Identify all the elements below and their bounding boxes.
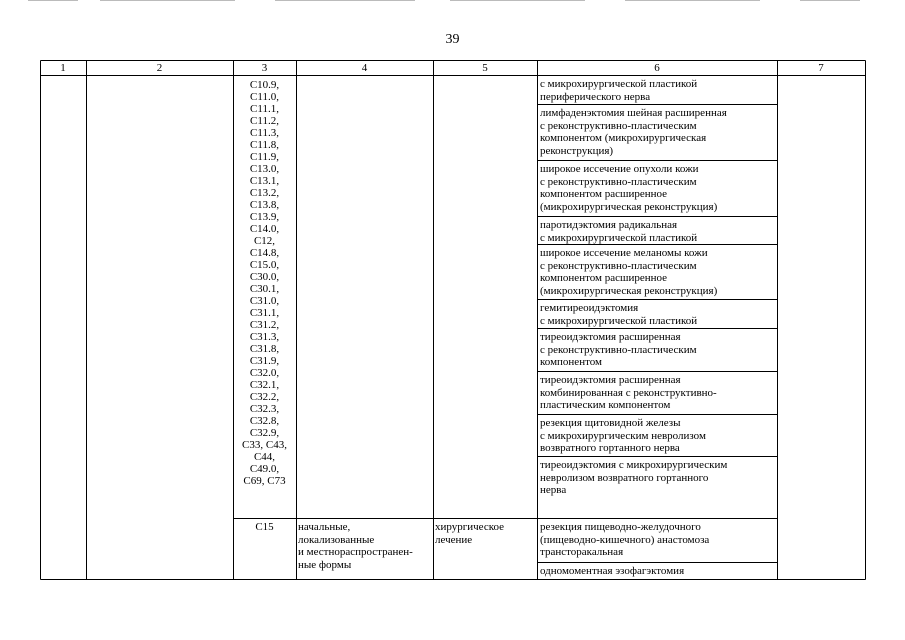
treatment-type-cell: хирургическое лечение — [435, 521, 505, 546]
column-header-2: 2 — [156, 62, 163, 74]
icd-code-cell: C15 — [255, 521, 274, 533]
procedure-cell: широкое иссечение опухоли кожи с реконструктивно-пластическим компонентом расширенное (микрохирургическая реконструкция) — [540, 163, 718, 213]
column-header-6: 6 — [654, 62, 660, 74]
procedure-cell: тиреоидэктомия с микрохирургическим невролизом возвратного гортанного нерва — [540, 459, 728, 496]
procedure-cell: тиреоидэктомия расширенная комбинированная с реконструктивно- пластическим компонентом — [540, 374, 717, 411]
patient-model-cell: начальные, локализованные и местнораспространен- ные формы — [298, 521, 413, 571]
procedure-cell: лимфаденэктомия шейная расширенная с реконструктивно-пластическим компонентом (микрохирургическая реконструкция) — [540, 107, 727, 157]
column-header-7: 7 — [818, 62, 824, 74]
column-header-5: 5 — [482, 62, 488, 74]
procedure-cell: резекция пищеводно-желудочного (пищеводно-кишечного) анастомоза трансторакальная — [540, 521, 710, 558]
procedure-cell: тиреоидэктомия расширенная с реконструктивно-пластическим компонентом — [540, 331, 697, 368]
procedure-cell: одномоментная эзофагэктомия — [540, 565, 685, 577]
procedure-cell: широкое иссечение меланомы кожи с реконструктивно-пластическим компонентом расширенное (микрохирургическая реконструкция) — [540, 247, 718, 297]
procedure-cell: с микрохирургической пластикой периферического нерва — [540, 78, 698, 103]
procedure-cell: паротидэктомия радикальная с микрохирургической пластикой — [540, 219, 698, 244]
procedure-cell: гемитиреоидэктомия с микрохирургической пластикой — [540, 302, 698, 327]
column-header-4: 4 — [361, 62, 368, 74]
procedure-cell: резекция щитовидной железы с микрохирургическим невролизом возвратного гортанного нерва — [540, 417, 706, 454]
icd-codes-cell: C10.9, C11.0, C11.1, C11.2, C11.3, C11.8, C11.9, C13.0, C13.1, C13.2, C13.8, C13.9, C14.0, C12, C14.8, C15.0, C30.0, C30.1, C31.0, C31.1, C31.2, C31.3, C31.8, C31.9, C32.0, C32.1, C32.2, C32.3, C32.8, C32.9, C33, C43, C44, C49.0, C69, C73 — [242, 79, 287, 487]
column-header-1: 1 — [60, 62, 66, 74]
column-header-3: 3 — [261, 62, 268, 74]
page-number: 39 — [445, 32, 460, 47]
